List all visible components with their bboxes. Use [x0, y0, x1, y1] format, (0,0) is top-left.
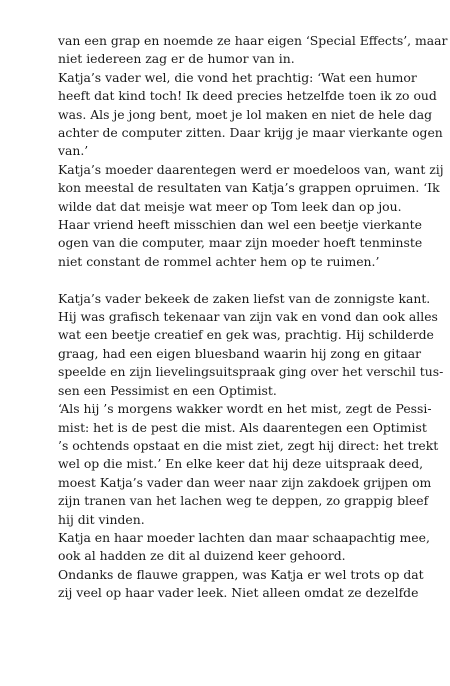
- text-line: van een grap en noemde ze haar eigen ‘Special Effects’, maar: [58, 33, 448, 48]
- paragraph: [58, 161, 444, 271]
- text-line: ook al hadden ze dit al duizend keer gehoord.: [58, 548, 346, 564]
- text-line: wat een beetje creatief en gek was, prachtig. Hij schilderde: [58, 327, 434, 343]
- text-line: hij dit vinden.: [58, 511, 145, 527]
- text-line: kon meestal de resultaten van Katja’s grappen opruimen. ‘Ik: [58, 180, 440, 196]
- text-line: speelde en zijn lievelingsuitspraak ging over het verschil tus-: [58, 364, 444, 380]
- text-line: zijn tranen van het lachen weg te deppen, zo grappig bleef: [58, 493, 429, 509]
- text-line: wilde dat dat meisje wat meer op Tom leek dan op jou.: [58, 198, 402, 214]
- text-line: van.’: [58, 143, 89, 159]
- text-line: Katja’s moeder daarentegen werd er moedeloos van, want zij: [58, 161, 444, 177]
- paragraph: [58, 290, 444, 400]
- text-line: ’s ochtends opstaat en die mist ziet, zegt hij direct: het trekt: [58, 437, 439, 453]
- text-line: heeft dat kind toch! Ik deed precies hetzelfde toen ik zo oud: [58, 88, 437, 104]
- text-line: ‘Als hij ’s morgens wakker wordt en het mist, zegt de Pessi-: [58, 401, 432, 417]
- text-line: sen een Pessimist en een Optimist.: [58, 382, 277, 398]
- body-text: [58, 32, 448, 603]
- text-line: Ondanks de flauwe grappen, was Katja er wel trots op dat: [58, 566, 424, 582]
- text-line: was. Als je jong bent, moet je lol maken en niet de hele dag: [58, 106, 433, 122]
- paragraph: [58, 400, 439, 529]
- paragraph: [58, 529, 430, 566]
- text-line: graag, had een eigen bluesband waarin hij zong en gitaar: [58, 345, 422, 361]
- text-line: ogen van die computer, maar zijn moeder hoeft tenminste: [58, 235, 423, 251]
- text-line: Hij was grafisch tekenaar van zijn vak en vond dan ook alles: [58, 309, 438, 325]
- text-line: Katja en haar moeder lachten dan maar schaapachtig mee,: [58, 529, 430, 545]
- text-line: niet iedereen zag er de humor van in.: [58, 51, 295, 67]
- text-line: Haar vriend heeft misschien dan wel een beetje vierkante: [58, 217, 422, 233]
- text-line: achter de computer zitten. Daar krijg je maar vierkante ogen: [58, 125, 443, 141]
- paragraph: [58, 69, 443, 161]
- text-line: Katja’s vader bekeek de zaken liefst van de zonnigste kant.: [58, 290, 431, 306]
- text-line: zij veel op haar vader leek. Niet alleen omdat ze dezelfde: [58, 585, 419, 601]
- text-line: mist: het is de pest die mist. Als daarentegen een Optimist: [58, 419, 427, 435]
- text-line: niet constant de rommel achter hem op te ruimen.’: [58, 253, 380, 269]
- paragraph: [58, 32, 448, 69]
- text-line: moest Katja’s vader dan weer naar zijn zakdoek grijpen om: [58, 474, 432, 490]
- paragraph-gap: [58, 271, 398, 289]
- paragraph: [58, 566, 424, 603]
- text-line: wel op die mist.’ En elke keer dat hij deze uitspraak deed,: [58, 456, 424, 472]
- text-line: Katja’s vader wel, die vond het prachtig: ‘Wat een humor: [58, 69, 417, 85]
